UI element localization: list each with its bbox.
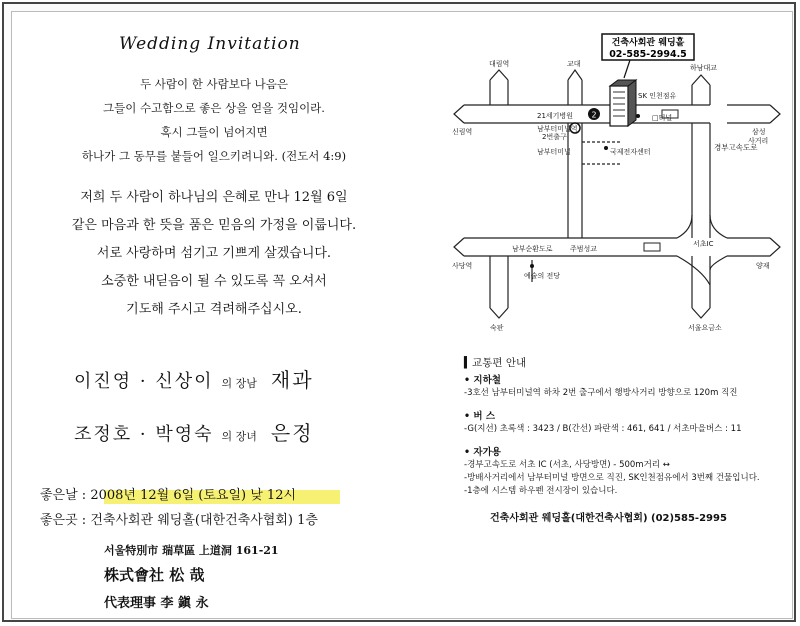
place-value: 건축사회관 웨딩홀(대한건축사협회) 1층	[90, 513, 318, 528]
map-label-left-lower: 사당역	[452, 262, 473, 270]
map-label-mid-road: 주범성교	[570, 245, 598, 253]
message-line: 저희 두 사람이 하나님의 은혜로 만나 12월 6일	[80, 190, 348, 205]
road-mid	[568, 123, 582, 238]
transport-heading: ▍교통편 안내	[464, 357, 527, 369]
map-label-bottom-left: 숙판	[490, 324, 504, 332]
map-label-right-lower: 양재	[756, 262, 770, 270]
transport-subway-line: -3호선 남부터미널역 하차 2번 출구에서 행방사거리 방향으로 120m 직진	[464, 388, 738, 398]
tunnel-marker	[644, 243, 660, 251]
date-value: 2008년 12월 6일 (토요일) 낮 12시	[90, 488, 297, 503]
transport-subway-title: • 지하철	[464, 375, 501, 386]
map-label-highway: 경부고속도로	[714, 143, 758, 152]
map-label-south-ring-road: 남부순환도로	[512, 245, 553, 253]
callout-name: 건축사회관 웨딩홀	[611, 38, 685, 48]
road-upper-right	[727, 105, 780, 123]
groom-relation: 의 장남	[221, 377, 257, 390]
map-label-bottom-right: 서울요금소	[688, 324, 722, 332]
callout-pointer	[624, 60, 630, 78]
road-top-right	[692, 75, 710, 105]
poem-line: 하나가 그 동무를 붙들어 일으키려니와. (전도서 4:9)	[81, 149, 347, 163]
map-label-right-upper-1: 삼성	[752, 128, 766, 136]
sender-address: 서울特別市 瑞草區 上道洞 161-21	[104, 544, 279, 557]
map-label-terminal: 남부터미널	[537, 148, 571, 156]
invitation-left-page	[24, 12, 404, 618]
map-label-hospital: 21세기병원	[537, 112, 573, 120]
road-top-mid	[568, 70, 582, 105]
groom-parents: 이진영 · 신상이	[74, 371, 214, 392]
map-label-center: 국제전자센터	[610, 148, 651, 156]
highway-upper	[692, 123, 710, 238]
bride-name: 은정	[270, 421, 314, 445]
sender-representative: 代表理事 李 鎭 永	[104, 596, 209, 611]
map-label-station-2: 2번출구	[542, 133, 567, 141]
wedding-place	[40, 509, 318, 528]
map-label-left-upper: 신림역	[452, 128, 473, 136]
wedding-date	[40, 484, 296, 503]
location-map	[452, 30, 782, 335]
place-label: 좋은곳 :	[40, 513, 87, 528]
transport-bus-title: • 버 스	[464, 411, 496, 422]
sender-company: 株式會社 松 哉	[104, 566, 205, 584]
invitation-card	[11, 11, 793, 619]
map-label-top-right: 하남대교	[690, 64, 718, 72]
poem-line: 두 사람이 한 사람보다 나음은	[140, 77, 288, 91]
map-label-station-1: 남부터미널역	[537, 125, 578, 133]
sk-marker	[636, 114, 640, 118]
groom-name: 재과	[270, 368, 314, 392]
highway-lower	[692, 256, 710, 318]
road-bottom-left	[490, 256, 508, 318]
message-line: 서로 사랑하며 섬기고 기쁘게 살겠습니다.	[96, 246, 332, 261]
invitation-title: Wedding Invitation	[119, 34, 301, 54]
page-frame	[2, 2, 796, 622]
map-label-ic: 서초IC	[693, 240, 714, 248]
bride-relation: 의 장녀	[221, 430, 257, 443]
road-arrow-west-lower	[454, 238, 464, 256]
transport-car-line: -경부고속도로 서초 IC (서초, 사당방면) - 500m거리 ↔	[464, 460, 670, 470]
map-label-right-upper-2: 사거리	[748, 137, 769, 145]
invitation-right-page	[442, 12, 792, 618]
transport-car-title: • 자가용	[464, 447, 501, 458]
venue-footer: 건축사회관 웨딩홀(대한건축사협회) (02)585-2995	[490, 513, 727, 524]
map-label-top-mid: 교대	[567, 60, 581, 68]
wedding-hall-building-icon	[610, 80, 636, 126]
transport-bus-line: -G(지선) 초록색 : 3423 / B(간선) 파란색 : 461, 641 / 서초마을버스 : 11	[464, 424, 742, 434]
road-top-left	[490, 70, 508, 105]
callout-phone: 02-585-2994.5	[609, 49, 687, 60]
transport-subway	[464, 374, 738, 400]
center-marker	[604, 146, 608, 150]
transport-car	[464, 446, 760, 498]
map-label-top-left: 대림역	[489, 60, 510, 68]
interchange-ramps	[677, 215, 727, 285]
message-line: 같은 마음과 한 뜻을 품은 믿음의 가정을 이룹니다.	[71, 218, 357, 233]
transport-car-line: -방배사거리에서 남부터미널 방면으로 직진, SK인천점유에서 3번째 건물입니다.	[464, 473, 760, 483]
exit-number: 2	[591, 110, 597, 120]
message-line: 소중한 내딛음이 될 수 있도록 꼭 오셔서	[101, 274, 327, 289]
poem-line: 그들이 수고함으로 좋은 상을 얻을 것임이라.	[103, 101, 325, 115]
map-label-tunnel: □터널	[652, 114, 673, 122]
transport-car-line: -1층에 시스템 하우펜 전시장이 있습니다.	[464, 486, 618, 496]
poem-line: 혹시 그들이 넘어지면	[160, 125, 268, 139]
road-lower-right	[727, 238, 780, 256]
transport-bus	[464, 410, 741, 436]
message-line: 기도해 주시고 격려해주십시오.	[126, 302, 302, 317]
date-label: 좋은날 :	[40, 488, 87, 503]
bride-family	[74, 417, 314, 446]
bride-parents: 조정호 · 박영숙	[74, 424, 214, 445]
road-arrow-west-upper	[454, 105, 464, 123]
map-label-sk: SK 인천점유	[638, 92, 677, 100]
map-label-art-center: 예술의 전당	[524, 272, 561, 280]
groom-family	[74, 364, 314, 393]
art-center-marker	[530, 264, 534, 268]
